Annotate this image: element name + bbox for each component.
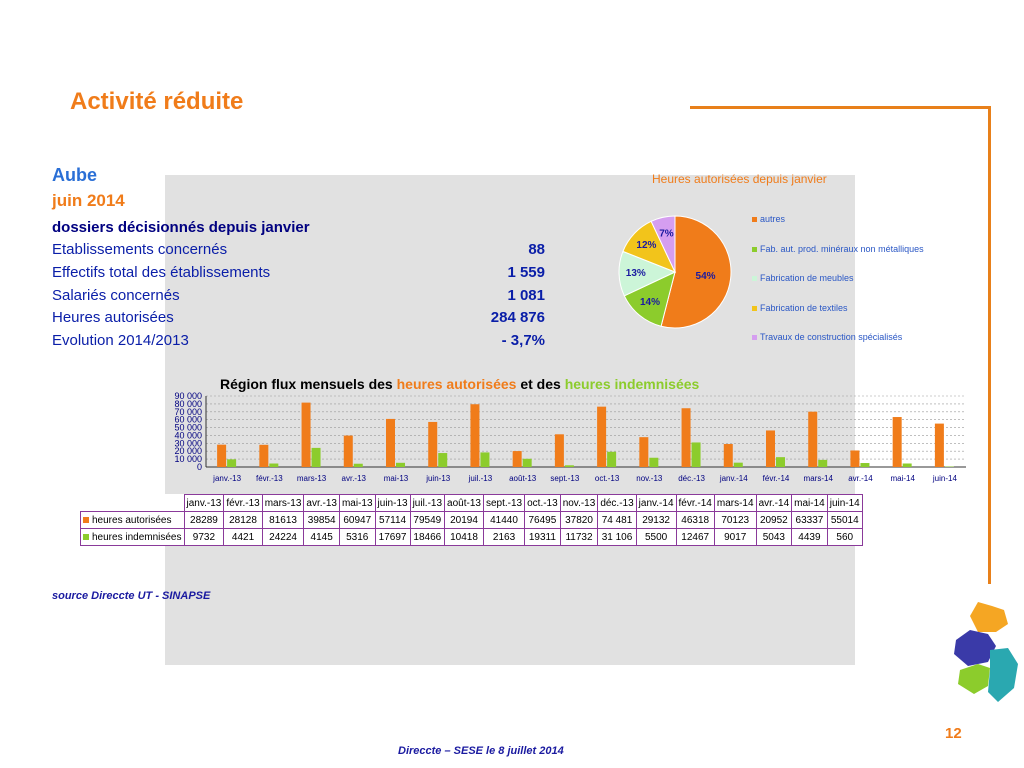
table-header-cell: avr.-14 (756, 495, 792, 512)
x-tick-label: juil.-13 (468, 474, 493, 483)
table-cell: 19311 (525, 529, 561, 546)
series-swatch (83, 534, 89, 540)
bar (607, 452, 616, 467)
bar-title-prefix: Région flux mensuels des (220, 376, 397, 392)
table-header-cell: juil.-13 (410, 495, 444, 512)
table-cell: 46318 (676, 512, 714, 529)
table-row-label (81, 512, 185, 529)
table-cell: 20194 (445, 512, 484, 529)
bar (903, 463, 912, 467)
source-note: source Direccte UT - SINAPSE (52, 590, 211, 602)
table-header-cell: déc.-13 (598, 495, 636, 512)
table-row-label (81, 529, 185, 546)
bar (354, 464, 363, 467)
bar (639, 437, 648, 467)
bar (438, 453, 447, 467)
table-cell: 74 481 (598, 512, 636, 529)
table-cell: 79549 (410, 512, 444, 529)
table-header-cell: avr.-13 (304, 495, 340, 512)
bar-title-series1: heures autorisées (396, 376, 517, 392)
table-cell: 2163 (483, 529, 524, 546)
stat-value-evolution: - 3,7% (501, 332, 545, 349)
bar (808, 412, 817, 467)
x-tick-label: déc.-13 (678, 474, 705, 483)
table-cell: 11732 (560, 529, 598, 546)
legend-swatch (752, 306, 757, 311)
stat-label-workforce: Effectifs total des établissements (52, 264, 271, 281)
slide-title: Activité réduite (70, 88, 244, 115)
stat-value-employees: 1 081 (507, 287, 545, 304)
legend-swatch (752, 247, 757, 252)
summary-subheading: dossiers décisionnés depuis janvier (52, 219, 310, 236)
y-tick-label: 70 000 (174, 406, 202, 417)
bar (470, 404, 479, 467)
table-header-cell: janv.-13 (184, 495, 224, 512)
table-header-cell: juin-14 (827, 495, 862, 512)
table-header-cell: oct.-13 (525, 495, 561, 512)
y-tick-label: 90 000 (174, 391, 202, 401)
table-cell: 4145 (304, 529, 340, 546)
x-tick-label: mai-13 (383, 474, 409, 483)
bar (724, 444, 733, 467)
bar (312, 448, 321, 467)
bar (692, 442, 701, 467)
pie-legend-label: autres (760, 214, 786, 224)
x-tick-label: févr.-14 (762, 474, 790, 483)
bar (893, 417, 902, 467)
bar (850, 450, 859, 467)
period-label: juin 2014 (52, 191, 125, 210)
map-region-orange (970, 602, 1008, 632)
pie-legend-item (752, 332, 902, 342)
table-header-cell: août-13 (445, 495, 484, 512)
pie-slice-label: 12% (636, 240, 657, 252)
table-cell: 560 (827, 529, 862, 546)
bar (523, 459, 532, 467)
decorative-line-horizontal (690, 106, 990, 109)
table-cell: 29132 (636, 512, 676, 529)
table-cell: 18466 (410, 529, 444, 546)
x-tick-label: juin-14 (932, 474, 957, 483)
table-cell: 57114 (375, 512, 410, 529)
table-cell: 5316 (339, 529, 375, 546)
bar-title-mid: et des (516, 376, 565, 392)
pie-chart-title: Heures autorisées depuis janvier (652, 172, 827, 186)
pie-legend-item (752, 273, 854, 283)
x-tick-label: mars-13 (296, 474, 327, 483)
stat-label-establishments: Etablissements concernés (52, 241, 228, 258)
bar (734, 463, 743, 467)
pie-chart (610, 210, 740, 335)
x-tick-label: mars-14 (803, 474, 833, 483)
page-number: 12 (945, 725, 962, 742)
bar (555, 434, 564, 467)
stat-value-establishments: 88 (528, 241, 545, 258)
bar (935, 424, 944, 467)
table-header-cell: mai-13 (339, 495, 375, 512)
x-tick-label: janv.-14 (719, 474, 748, 483)
bar (776, 457, 785, 467)
table-cell: 28289 (184, 512, 224, 529)
stat-value-workforce: 1 559 (507, 264, 545, 281)
x-tick-label: juin-13 (426, 474, 451, 483)
row-label-text: heures indemnisées (92, 531, 182, 543)
table-header-cell: janv.-14 (636, 495, 676, 512)
bar (227, 459, 236, 467)
bar (217, 445, 226, 467)
table-row (81, 529, 863, 546)
y-tick-label: 50 000 (174, 422, 202, 433)
pie-legend-item (752, 214, 785, 224)
table-cell: 63337 (792, 512, 828, 529)
table-cell: 4421 (224, 529, 262, 546)
table-cell: 81613 (262, 512, 304, 529)
table-cell: 28128 (224, 512, 262, 529)
table-cell: 37820 (560, 512, 598, 529)
x-tick-label: févr.-13 (255, 474, 283, 483)
map-region-teal (988, 648, 1018, 702)
x-tick-label: janv.-13 (213, 474, 242, 483)
y-tick-label: 30 000 (174, 438, 202, 449)
table-header-cell: mai-14 (792, 495, 828, 512)
y-tick-label: 20 000 (174, 446, 202, 457)
table-cell: 39854 (304, 512, 340, 529)
y-tick-label: 60 000 (174, 414, 202, 425)
x-tick-label: sept.-13 (550, 474, 580, 483)
pie-slice-label: 7% (659, 228, 674, 240)
bar (302, 403, 311, 467)
bar (344, 436, 353, 467)
bar (513, 451, 522, 467)
pie-legend-label: Fab. aut. prod. minéraux non métalliques (760, 244, 924, 254)
bar (386, 419, 395, 467)
table-cell: 55014 (827, 512, 862, 529)
bar-chart (150, 388, 972, 488)
legend-swatch (752, 335, 757, 340)
bar (565, 465, 574, 467)
table-cell: 12467 (676, 529, 714, 546)
data-table (80, 494, 863, 546)
pie-legend-label: Fabrication de meubles (760, 273, 854, 283)
bar (597, 407, 606, 467)
decorative-line-vertical (988, 106, 991, 584)
table-cell: 41440 (483, 512, 524, 529)
stat-label-evolution: Evolution 2014/2013 (52, 332, 189, 349)
x-tick-label: mai-14 (890, 474, 915, 483)
series-swatch (83, 517, 89, 523)
bar (818, 460, 827, 467)
table-header-cell: sept.-13 (483, 495, 524, 512)
row-label-text: heures autorisées (92, 514, 172, 526)
x-tick-label: août-13 (509, 474, 537, 483)
table-cell: 24224 (262, 529, 304, 546)
table-header-row (81, 495, 863, 512)
table-header-cell: juin-13 (375, 495, 410, 512)
y-tick-label: 10 000 (174, 454, 202, 465)
table-cell: 20952 (756, 512, 792, 529)
map-region-green (958, 664, 990, 694)
y-tick-label: 0 (196, 462, 202, 472)
pie-slice-label: 54% (695, 270, 716, 282)
pie-slice-label: 13% (625, 268, 646, 280)
table-header-cell: févr.-13 (224, 495, 262, 512)
table-cell: 60947 (339, 512, 375, 529)
pie-legend-item (752, 244, 924, 254)
bar (860, 463, 869, 467)
bar (480, 452, 489, 467)
pie-legend-label: Travaux de construction spécialisés (760, 332, 903, 342)
bar-title-series2: heures indemnisées (564, 376, 700, 392)
x-tick-label: oct.-13 (594, 474, 620, 483)
y-tick-label: 80 000 (174, 398, 202, 409)
table-header-cell: mars-14 (714, 495, 756, 512)
legend-swatch (752, 276, 757, 281)
pie-legend-label: Fabrication de textiles (760, 303, 848, 313)
stat-label-hours: Heures autorisées (52, 309, 174, 326)
stat-label-employees: Salariés concernés (52, 287, 180, 304)
table-cell: 10418 (445, 529, 484, 546)
bar (682, 408, 691, 467)
table-cell: 5043 (756, 529, 792, 546)
table-cell: 70123 (714, 512, 756, 529)
region-map-logo (948, 598, 1020, 706)
table-row (81, 512, 863, 529)
x-tick-label: nov.-13 (636, 474, 663, 483)
map-region-blue (954, 630, 996, 666)
region-name: Aube (52, 165, 97, 185)
table-cell: 9732 (184, 529, 224, 546)
stat-value-hours: 284 876 (490, 309, 545, 326)
footer-text: Direccte – SESE le 8 juillet 2014 (398, 745, 564, 757)
y-tick-label: 40 000 (174, 430, 202, 441)
bar (269, 464, 278, 467)
bar (766, 430, 775, 467)
pie-slice-label: 14% (640, 297, 661, 309)
table-header-cell: nov.-13 (560, 495, 598, 512)
table-corner (81, 495, 185, 512)
x-tick-label: avr.-13 (341, 474, 367, 483)
table-cell: 31 106 (598, 529, 636, 546)
table-cell: 5500 (636, 529, 676, 546)
table-cell: 17697 (375, 529, 410, 546)
x-tick-label: avr.-14 (848, 474, 873, 483)
bar (259, 445, 268, 467)
bar (649, 458, 658, 467)
bar (428, 422, 437, 467)
table-cell: 76495 (525, 512, 561, 529)
table-cell: 9017 (714, 529, 756, 546)
table-cell: 4439 (792, 529, 828, 546)
pie-legend-item (752, 303, 848, 313)
table-header-cell: mars-13 (262, 495, 304, 512)
bar (396, 463, 405, 467)
table-header-cell: févr.-14 (676, 495, 714, 512)
legend-swatch (752, 217, 757, 222)
